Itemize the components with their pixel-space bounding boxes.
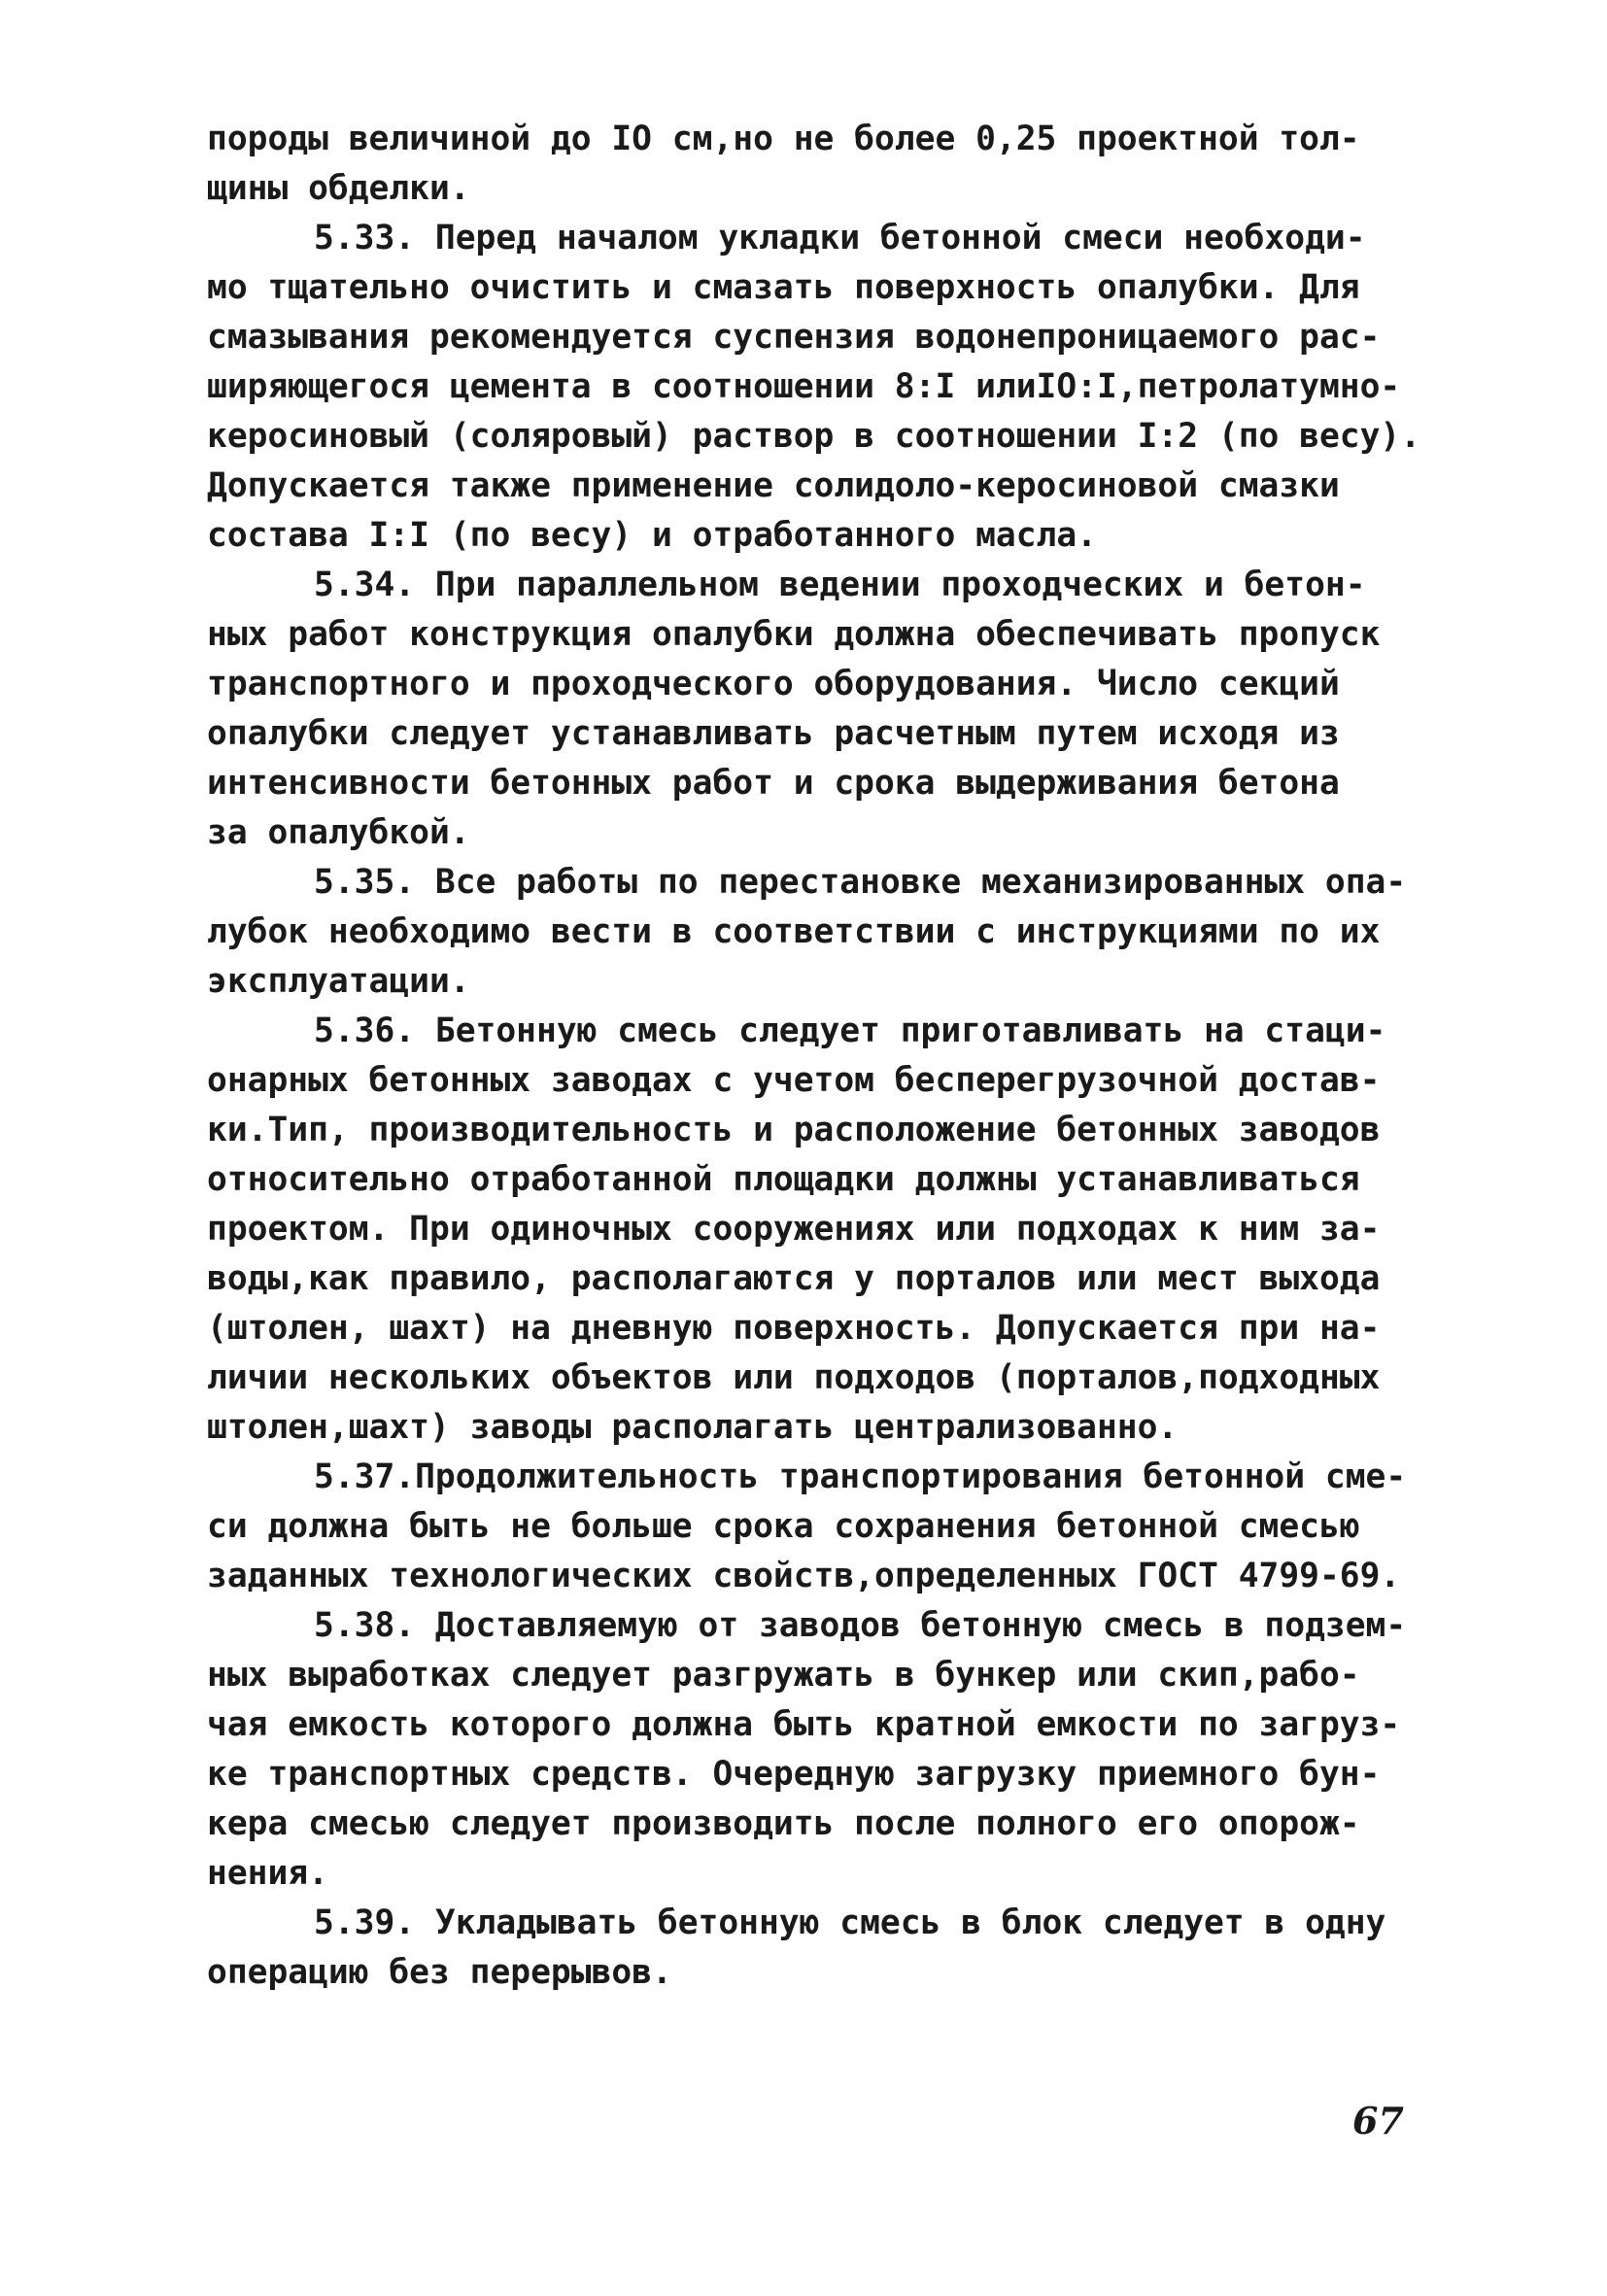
text-line: личии нескольких объектов или подходов (порталов,подходных xyxy=(207,1358,1381,1397)
text-line: за опалубкой. xyxy=(207,813,470,852)
text-line: си должна быть не больше срока сохранения бетонной смесью xyxy=(207,1507,1360,1546)
text-line: ширяющегося цемента в соотношении 8:I илиIO:I,петролатумно- xyxy=(207,367,1401,406)
text-line: смазывания рекомендуется суспензия водонепроницаемого рас- xyxy=(207,318,1381,357)
text-line: онарных бетонных заводах с учетом бесперегрузочной достав- xyxy=(207,1061,1381,1100)
text-line: транспортного и проходческого оборудования. Число секций xyxy=(207,665,1340,703)
text-line: керосиновый (соляровый) раствор в соотношении I:2 (по весу). xyxy=(207,417,1421,456)
text-line: штолен,шахт) заводы располагать централизованно. xyxy=(207,1408,1179,1447)
body-text xyxy=(207,115,1421,1998)
text-line: 5.33. Перед началом укладки бетонной смеси необходи- xyxy=(314,219,1366,257)
text-line: породы величиной до IO см,но не более 0,25 проектной тол- xyxy=(207,120,1360,158)
text-line: 5.37.Продолжительность транспортирования бетонной сме- xyxy=(314,1457,1407,1496)
text-line: 5.39. Укладывать бетонную смесь в блок следует в одну xyxy=(314,1903,1386,1942)
text-line: 5.38. Доставляемую от заводов бетонную смесь в подзем- xyxy=(314,1606,1407,1645)
text-line: интенсивности бетонных работ и срока выдерживания бетона xyxy=(207,764,1340,803)
text-line: щины обделки. xyxy=(207,169,470,208)
text-line: заданных технологических свойств,определенных ГОСТ 4799-69. xyxy=(207,1557,1401,1595)
text-line: ных выработках следует разгружать в бункер или скип,рабо- xyxy=(207,1656,1360,1695)
text-line: кера смесью следует производить после полного его опорож- xyxy=(207,1804,1360,1843)
text-line: 5.36. Бетонную смесь следует приготавливать на стаци- xyxy=(314,1011,1386,1050)
text-line: 5.35. Все работы по перестановке механизированных опа- xyxy=(314,863,1407,902)
text-line: (штолен, шахт) на дневную поверхность. Допускается при на- xyxy=(207,1309,1381,1348)
text-line: воды,как правило, располагаются у порталов или мест выхода xyxy=(207,1259,1381,1298)
text-line: ных работ конструкция опалубки должна обеспечивать пропуск xyxy=(207,615,1381,654)
page-number: 67 xyxy=(1352,2099,1404,2142)
text-line: относительно отработанной площадки должны устанавливаться xyxy=(207,1160,1360,1199)
text-line: чая емкость которого должна быть кратной емкости по загруз- xyxy=(207,1705,1401,1744)
text-line: состава I:I (по весу) и отработанного масла. xyxy=(207,516,1097,555)
text-line: ки.Тип, производительность и расположение бетонных заводов xyxy=(207,1111,1381,1149)
text-line: проектом. При одиночных сооружениях или подходах к ним за- xyxy=(207,1210,1381,1249)
text-line: Допускается также применение солидоло-керосиновой смазки xyxy=(207,466,1340,505)
text-line: опалубки следует устанавливать расчетным путем исходя из xyxy=(207,714,1340,753)
text-line: нения. xyxy=(207,1854,328,1893)
text-line: операцию без перерывов. xyxy=(207,1953,672,1992)
text-line: лубок необходимо вести в соответствии с инструкциями по их xyxy=(207,912,1381,951)
text-line: 5.34. При параллельном ведении проходческих и бетон- xyxy=(314,565,1366,604)
text-line: ке транспортных средств. Очередную загрузку приемного бун- xyxy=(207,1755,1381,1794)
text-line: эксплуатации. xyxy=(207,962,470,1001)
text-line: мо тщательно очистить и смазать поверхность опалубки. Для xyxy=(207,268,1360,307)
